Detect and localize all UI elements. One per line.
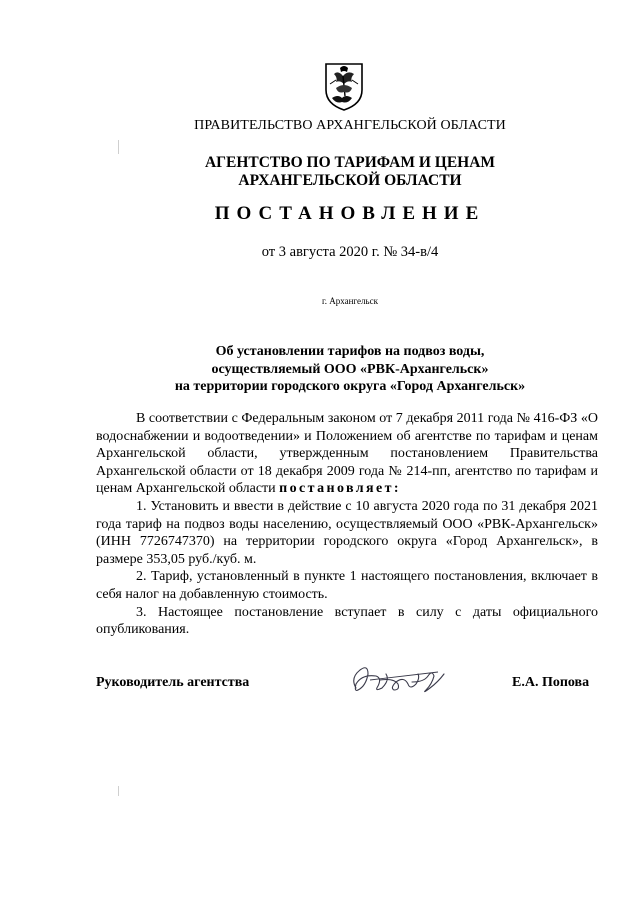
handwritten-signature [346, 660, 452, 698]
agency-name-line2: АРХАНГЕЛЬСКОЙ ОБЛАСТИ [238, 172, 462, 189]
agency-name [0, 154, 640, 190]
item-3: 3. Настоящее постановление вступает в силу с даты официального опубликования. [96, 604, 598, 638]
document-subject [120, 343, 580, 396]
document-city: г. Архангельск [322, 296, 378, 306]
subject-line1: Об установлении тарифов на подвоз воды, [215, 344, 485, 359]
government-name: ПРАВИТЕЛЬСТВО АРХАНГЕЛЬСКОЙ ОБЛАСТИ [194, 118, 506, 133]
item-2: 2. Тариф, установленный в пункте 1 настоящего постановления, включает в себя налог на добавленную стоимость. [96, 569, 598, 602]
subject-line3: на территории городского округа «Город Архангельск» [174, 379, 526, 394]
document-type: ПОСТАНОВЛЕНИЕ [214, 203, 486, 224]
subject-line2: осуществляемый ООО «РВК-Архангельск» [211, 361, 489, 377]
scan-mark [118, 786, 119, 796]
item-1: 1. Установить и ввести в действие с 10 августа 2020 года по 31 декабря 2021 года тариф на подвоз воды населению, осуществляемый ООО «РВК-Архангельск» (ИНН 7726747370) на территории городского округа «Город Архангельск», в размере 353,05 руб./куб. м. [96, 498, 598, 567]
signer-name: Е.А. Попова [512, 675, 590, 690]
document-body [96, 410, 598, 639]
agency-name-line1: АГЕНТСТВО ПО ТАРИФАМ И ЦЕНАМ [204, 154, 496, 171]
scan-mark [118, 140, 119, 154]
coat-of-arms-icon [322, 58, 366, 112]
document-date-number: от 3 августа 2020 г. № 34-в/4 [261, 244, 439, 260]
preamble-text: В соответствии с Федеральным законом от 7 декабря 2011 года № 416-ФЗ «О водоснабжении и водоотведении» и Положением об агентстве по тарифам и ценам Архангельской области, утвержденным постановлением Правительства Архангельской области от 18 декабря 2009 года № 214-пп, агентство по тарифам и ценам Архангельской области [96, 411, 598, 497]
signer-title: Руководитель агентства [96, 675, 250, 690]
decides-text: постановляет: [279, 481, 401, 497]
preamble-paragraph [96, 410, 598, 498]
